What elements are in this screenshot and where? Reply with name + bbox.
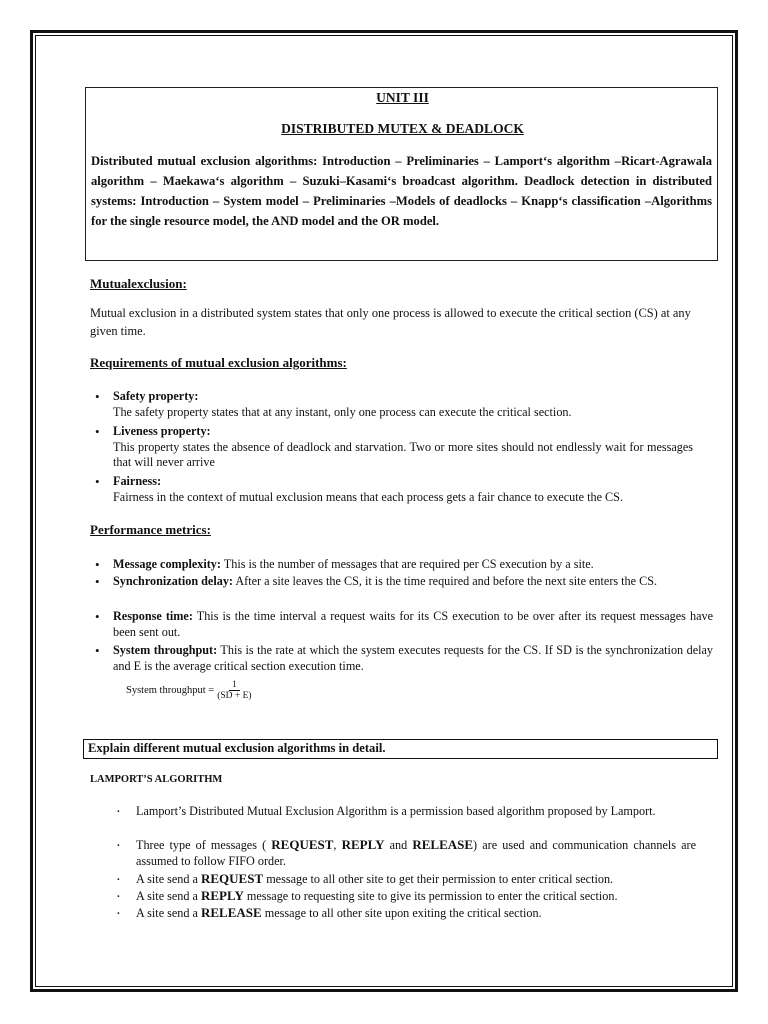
metric-title: Response time: <box>113 609 193 623</box>
text-run: , <box>333 838 342 852</box>
lamport-point-3 <box>136 871 712 887</box>
lamport-heading: LAMPORT’S ALGORITHM <box>90 774 223 785</box>
requirement-liveness <box>113 424 693 471</box>
bullet: • <box>95 643 100 658</box>
text-run: A site send a <box>136 889 201 903</box>
requirement-text: The safety property states that at any instant, only one process can execute the critical section. <box>113 404 572 419</box>
metric-title: Message complexity: <box>113 557 221 571</box>
requirement-text: This property states the absence of deadlock and starvation. Two or more sites should not endlessly wait for messages that will never arrive <box>113 439 693 469</box>
text-run: A site send a <box>136 906 201 920</box>
bullet: • <box>95 609 100 624</box>
message-type-release: RELEASE <box>412 837 474 852</box>
bullet: . <box>117 837 120 849</box>
formula-denominator: (SD + E) <box>217 691 252 701</box>
unit-header-box <box>85 87 718 261</box>
lamport-point-4 <box>136 888 712 904</box>
question-box <box>83 739 718 759</box>
formula-lhs: System throughput = <box>126 685 215 696</box>
mutex-heading: Mutualexclusion: <box>90 276 187 291</box>
text-run: message to all other site to get their permission to enter critical section. <box>263 872 614 886</box>
metric-text: This is the number of messages that are required per CS execution by a site. <box>220 557 594 571</box>
message-type-release: RELEASE <box>201 905 262 920</box>
metric-message-complexity <box>113 557 713 573</box>
bullet: • <box>95 557 100 572</box>
bullet: • <box>95 424 100 439</box>
metric-text: This is the time interval a request waits for its CS execution to be over after its request messages have been sent out. <box>113 609 713 639</box>
question-text: Explain different mutual exclusion algorithms in detail. <box>88 741 386 755</box>
text-run: Three type of messages ( <box>136 838 272 852</box>
text-run: message to requesting site to give its permission to enter the critical section. <box>243 889 618 903</box>
metric-text: After a site leaves the CS, it is the time required and before the next site enters the CS. <box>232 574 658 588</box>
lamport-point-2 <box>136 837 696 869</box>
message-type-request: REQUEST <box>201 871 264 886</box>
bullet: • <box>95 474 100 489</box>
message-type-reply: REPLY <box>201 888 244 903</box>
metric-throughput <box>113 643 713 674</box>
requirement-title: Fairness: <box>113 474 162 488</box>
message-type-reply: REPLY <box>341 837 385 852</box>
formula-fraction <box>217 680 251 701</box>
requirement-text: Fairness in the context of mutual exclusion means that each process gets a fair chance to execute the CS. <box>113 489 624 504</box>
bullet: . <box>117 803 120 815</box>
metric-text: This is the rate at which the system executes requests for the CS. If SD is the synchronization delay and E is the average critical section execution time. <box>113 643 713 673</box>
text-run: and <box>384 838 413 852</box>
lamport-point-5 <box>136 905 712 921</box>
bullet: . <box>117 871 120 883</box>
unit-title: UNIT III <box>376 90 429 105</box>
text-run: ) are used and communication channels are assumed to follow FIFO order. <box>136 838 697 868</box>
requirement-title: Safety property: <box>113 389 199 403</box>
text-run: A site send a <box>136 872 201 886</box>
bullet: . <box>117 888 120 900</box>
requirements-heading: Requirements of mutual exclusion algorithms: <box>90 355 347 370</box>
bullet: • <box>95 574 100 589</box>
metric-title: Synchronization delay: <box>113 574 233 588</box>
formula-numerator: 1 <box>229 680 240 691</box>
metrics-heading: Performance metrics: <box>90 522 211 537</box>
metric-title: System throughput: <box>113 643 218 657</box>
requirement-fairness <box>113 474 713 505</box>
message-type-request: REQUEST <box>271 837 334 852</box>
syllabus-text: Distributed mutual exclusion algorithms: Introduction – Preliminaries – Lamport‘s algorithm –Ricart-Agrawala algorithm – Maekawa‘s algorithm – Suzuki–Kasami‘s broadcast algorithm. Deadlock detection in distributed systems: Introduction – System model – Preliminaries –Models of deadlocks – Knapp‘s classification –Algorithms for the single resource model, the AND model and the OR model. <box>91 154 712 228</box>
bullet: . <box>117 905 120 917</box>
bullet: • <box>95 389 100 404</box>
metric-sync-delay <box>113 574 713 590</box>
throughput-formula <box>126 680 252 701</box>
text-run: message to all other site upon exiting the critical section. <box>261 906 542 920</box>
mutex-body: Mutual exclusion in a distributed system states that only one process is allowed to execute the critical section (CS) at any given time. <box>90 306 691 338</box>
lamport-point-1: Lamport’s Distributed Mutual Exclusion Algorithm is a permission based algorithm proposed by Lamport. <box>136 804 656 818</box>
requirement-safety <box>113 389 713 420</box>
requirement-title: Liveness property: <box>113 424 211 438</box>
subject-title: DISTRIBUTED MUTEX & DEADLOCK <box>281 121 524 136</box>
metric-response-time <box>113 609 713 640</box>
